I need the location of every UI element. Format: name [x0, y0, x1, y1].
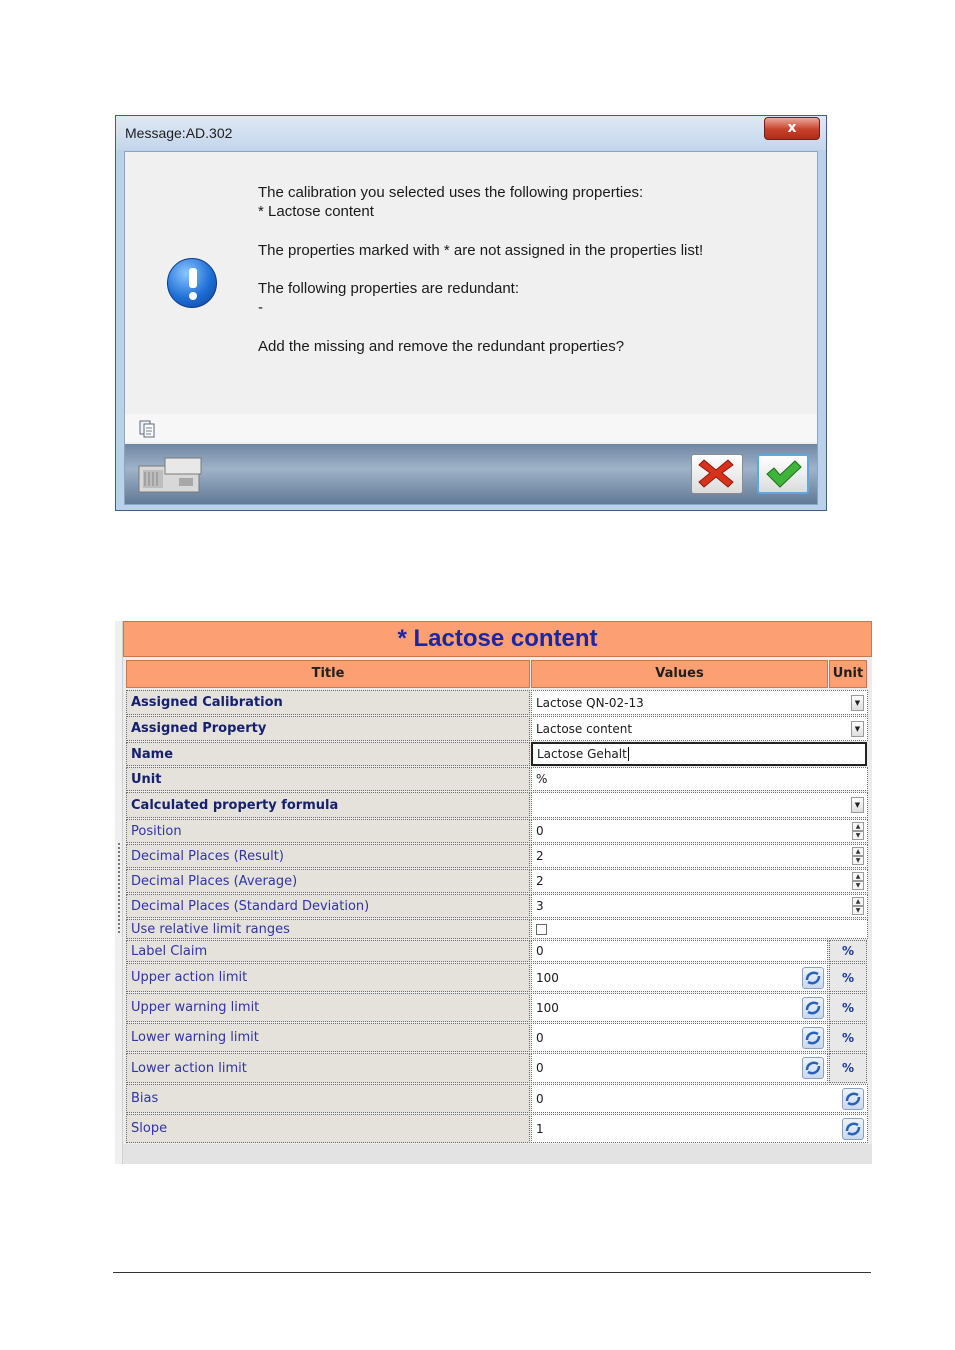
row-title-name: Name: [126, 742, 530, 766]
grid-header: * Lactose content: [123, 621, 872, 657]
row-title-position: Position: [126, 819, 530, 843]
lower-warning-value: 0: [536, 1030, 544, 1045]
dialog-titlebar: [116, 116, 826, 150]
row-title-calculated-formula: Calculated property formula: [126, 792, 530, 818]
relative-limits-cell: [531, 919, 868, 939]
row-title-upper-warning: Upper warning limit: [126, 993, 530, 1022]
row-title-lower-action: Lower action limit: [126, 1053, 530, 1083]
calculate-icon[interactable]: [802, 1057, 824, 1079]
message-line-3: The properties marked with * are not assigned in the properties list!: [258, 242, 704, 259]
relative-limits-checkbox[interactable]: [536, 924, 547, 935]
upper-action-input[interactable]: [531, 963, 828, 992]
spin-buttons[interactable]: ▲ ▼: [852, 847, 864, 865]
property-grid: [123, 621, 872, 1164]
decimal-average-value: 2: [536, 874, 544, 888]
name-input[interactable]: [531, 742, 867, 766]
upper-action-value: 100: [536, 970, 559, 985]
dialog-body: [124, 151, 818, 505]
row-title-decimal-result: Decimal Places (Result): [126, 844, 530, 868]
decimal-result-value: 2: [536, 849, 544, 863]
instrument-icon: [135, 452, 213, 496]
calculate-icon[interactable]: [842, 1088, 864, 1110]
message-line-2: * Lactose content: [258, 203, 374, 220]
row-title-lower-warning: Lower warning limit: [126, 1023, 530, 1052]
row-title-label-claim: Label Claim: [126, 940, 530, 962]
row-title-decimal-stddev: Decimal Places (Standard Deviation): [126, 894, 530, 918]
label-claim-input[interactable]: [531, 940, 828, 962]
chevron-down-icon[interactable]: ▼: [851, 797, 864, 813]
unit-value: %: [536, 772, 548, 786]
column-values: Values: [531, 660, 828, 688]
row-title-assigned-property: Assigned Property: [126, 716, 530, 741]
upper-warning-value: 100: [536, 1000, 559, 1015]
text-caret: [628, 747, 629, 761]
lower-action-value: 0: [536, 1061, 544, 1075]
position-stepper[interactable]: [531, 819, 868, 843]
bias-value: 0: [536, 1091, 544, 1106]
calculate-icon[interactable]: [842, 1118, 864, 1140]
message-line-5: -: [258, 299, 263, 316]
assigned-calibration-value: Lactose QN-02-13: [536, 695, 644, 710]
bias-input[interactable]: [531, 1084, 868, 1113]
chevron-down-icon[interactable]: ▼: [851, 721, 864, 737]
info-icon: [167, 258, 217, 308]
assigned-property-value: Lactose content: [536, 721, 633, 736]
row-title-slope: Slope: [126, 1114, 530, 1143]
decimal-average-stepper[interactable]: [531, 869, 868, 893]
dialog-toolbar-strip: [125, 414, 817, 442]
row-title-upper-action: Upper action limit: [126, 963, 530, 992]
message-line-4: The following properties are redundant:: [258, 280, 519, 297]
cancel-button[interactable]: [691, 454, 743, 494]
column-unit: Unit: [829, 660, 867, 688]
upper-warning-unit: %: [829, 993, 867, 1022]
lower-action-unit: %: [829, 1053, 867, 1083]
decimal-stddev-stepper[interactable]: [531, 894, 868, 918]
unit-input[interactable]: [531, 767, 868, 791]
upper-action-unit: %: [829, 963, 867, 992]
row-title-relative-limits: Use relative limit ranges: [126, 919, 530, 939]
label-claim-unit: %: [829, 940, 867, 962]
calculate-icon[interactable]: [802, 967, 824, 989]
spin-buttons[interactable]: ▲ ▼: [852, 822, 864, 840]
dialog-title: Message:AD.302: [125, 125, 233, 141]
label-claim-value: 0: [536, 944, 544, 958]
column-title: Title: [126, 660, 530, 688]
name-value: Lactose Gehalt: [537, 747, 627, 761]
page-divider: [113, 1272, 871, 1273]
position-value: 0: [536, 824, 544, 838]
close-button[interactable]: x: [764, 117, 820, 140]
lower-action-input[interactable]: [531, 1053, 828, 1083]
message-dialog: [115, 115, 827, 511]
assigned-calibration-select[interactable]: [531, 690, 868, 715]
row-title-decimal-average: Decimal Places (Average): [126, 869, 530, 893]
calculate-icon[interactable]: [802, 997, 824, 1019]
grid-footer: [123, 1144, 872, 1164]
copy-document-icon[interactable]: [139, 420, 155, 438]
assigned-property-select[interactable]: [531, 716, 868, 741]
decimal-stddev-value: 3: [536, 899, 544, 913]
row-title-assigned-calibration: Assigned Calibration: [126, 690, 530, 715]
ok-button[interactable]: [757, 454, 809, 494]
red-x-icon: [692, 455, 740, 491]
upper-warning-input[interactable]: [531, 993, 828, 1022]
slope-input[interactable]: [531, 1114, 868, 1143]
panel-splitter[interactable]: [115, 621, 123, 1164]
lower-warning-input[interactable]: [531, 1023, 828, 1052]
message-line-1: The calibration you selected uses the following properties:: [258, 184, 644, 201]
dialog-footer: [125, 444, 817, 505]
calculate-icon[interactable]: [802, 1027, 824, 1049]
slope-value: 1: [536, 1121, 544, 1136]
row-title-unit: Unit: [126, 767, 530, 791]
decimal-result-stepper[interactable]: [531, 844, 868, 868]
calculated-formula-select[interactable]: [531, 792, 868, 818]
row-title-bias: Bias: [126, 1084, 530, 1113]
lower-warning-unit: %: [829, 1023, 867, 1052]
chevron-down-icon[interactable]: ▼: [851, 695, 864, 711]
message-line-6: Add the missing and remove the redundant properties?: [258, 338, 625, 355]
spin-buttons[interactable]: ▲ ▼: [852, 897, 864, 915]
green-check-icon: [759, 456, 807, 492]
spin-buttons[interactable]: ▲ ▼: [852, 872, 864, 890]
